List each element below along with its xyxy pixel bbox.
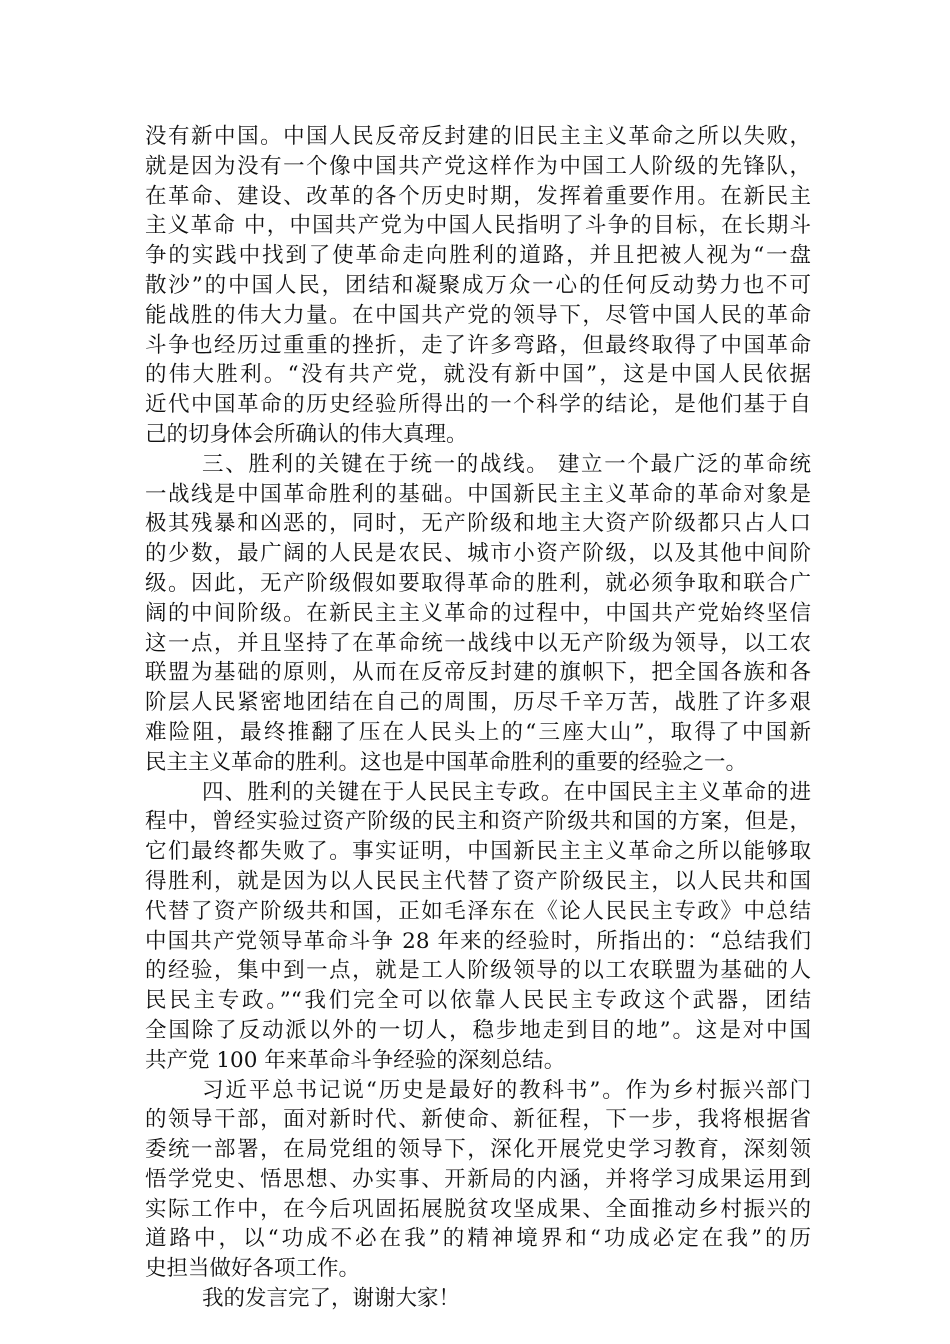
text-line: 没有新中国。中国人民反帝反封建的旧民主主义革命之所以失败，: [145, 124, 811, 149]
text-line: 民主主义革命的胜利。这也是中国革命胜利的重要的经验之一。: [145, 749, 748, 775]
text-line: 就是因为没有一个像中国共产党这样作为中国工人阶级的先锋队，: [145, 153, 811, 179]
text-line: 近代中国革命的历史经验所得出的一个科学的结论，是他们基于自: [145, 392, 811, 418]
text-line: 全国除了反动派以外的一切人，稳步地走到目的地”。这是对中国: [145, 1017, 811, 1043]
text-line: 四、胜利的关键在于人民民主专政。在中国民主主义革命的进: [202, 779, 811, 805]
paragraph-1: [145, 122, 811, 450]
text-line: 实际工作中，在今后巩固拓展脱贫攻坚成果、全面推动乡村振兴的: [145, 1196, 811, 1222]
text-line: 悟学党史、悟思想、办实事、开新局的内涵，并将学习成果运用到: [145, 1166, 811, 1192]
text-line: 散沙”的中国人民，团结和凝聚成万众一心的任何反动势力也不可: [145, 272, 811, 298]
text-line: 这一点，并且坚持了在革命统一战线中以无产阶级为领导，以工农: [145, 630, 811, 656]
text-line: 得胜利，就是因为以人民民主代替了资产阶级民主，以人民共和国: [145, 868, 811, 894]
text-line: 能战胜的伟大力量。在中国共产党的领导下，尽管中国人民的革命: [145, 302, 811, 328]
text-line: 的领导干部，面对新时代、新使命、新征程，下一步，我将根据省: [145, 1107, 811, 1133]
text-line: 三、胜利的关键在于统一的战线。 建立一个最广泛的革命统: [202, 451, 811, 477]
text-line: 代替了资产阶级共和国，正如毛泽东在《论人民民主专政》中总结: [145, 898, 811, 924]
text-line: 程中，曾经实验过资产阶级的民主和资产阶级共和国的方案，但是，: [145, 809, 811, 835]
text-line: 它们最终都失败了。事实证明，中国新民主主义革命之所以能够取: [145, 839, 811, 865]
text-line: 道路中，以“功成不必在我”的精神境界和“功成必定在我”的历: [145, 1226, 811, 1252]
text-line: 委统一部署，在局党组的领导下，深化开展党史学习教育，深刻领: [145, 1137, 811, 1163]
text-line: 一战线是中国革命胜利的基础。中国新民主主义革命的革命对象是: [145, 481, 811, 507]
text-line: 主义革命 中，中国共产党为中国人民指明了斗争的目标，在长期斗: [145, 213, 811, 239]
paragraph-4: [145, 1076, 811, 1285]
text-line: 在革命、建设、改革的各个历史时期，发挥着重要作用。在新民主: [145, 183, 811, 209]
text-line: 共产党 100 年来革命斗争经验的深刻总结。: [145, 1047, 566, 1073]
text-line: 级。因此，无产阶级假如要取得革命的胜利，就必须争取和联合广: [145, 570, 811, 596]
document-body: [145, 122, 811, 1314]
paragraph-5: [145, 1284, 811, 1314]
text-line: 的少数，最广阔的人民是农民、城市小资产阶级，以及其他中间阶: [145, 541, 811, 567]
text-line: 极其残暴和凶恶的，同时，无产阶级和地主大资产阶级都只占人口: [145, 511, 811, 537]
text-line: 的伟大胜利。“没有共产党，就没有新中国”，这是中国人民依据: [145, 362, 811, 388]
text-line: 民民主专政。”“我们完全可以依靠人民民主专政这个武器，团结: [145, 988, 811, 1014]
text-line: 争的实践中找到了使革命走向胜利的道路，并且把被人视为“一盘: [145, 243, 811, 269]
text-line: 联盟为基础的原则，从而在反帝反封建的旗帜下，把全国各族和各: [145, 660, 811, 686]
paragraph-2: [145, 450, 811, 778]
paragraph-3: [145, 778, 811, 1076]
text-line: 斗争也经历过重重的挫折，走了许多弯路，但最终取得了中国革命: [145, 332, 811, 358]
text-line: 我的发言完了，谢谢大家！: [202, 1286, 461, 1312]
text-line: 己的切身体会所确认的伟大真理。: [145, 421, 468, 447]
text-line: 的经验，集中到一点，就是工人阶级领导的以工农联盟为基础的人: [145, 958, 811, 984]
text-line: 史担当做好各项工作。: [145, 1256, 361, 1282]
text-line: 习近平总书记说“历史是最好的教科书”。作为乡村振兴部门: [202, 1077, 811, 1103]
text-line: 阶层人民紧密地团结在自己的周围，历尽千辛万苦，战胜了许多艰: [145, 690, 811, 716]
text-line: 阔的中间阶级。在新民主主义革命的过程中，中国共产党始终坚信: [145, 600, 811, 626]
text-line: 中国共产党领导革命斗争 28 年来的经验时，所指出的：“总结我们: [145, 928, 811, 954]
text-line: 难险阻，最终推翻了压在人民头上的“三座大山”，取得了中国新: [145, 719, 811, 745]
